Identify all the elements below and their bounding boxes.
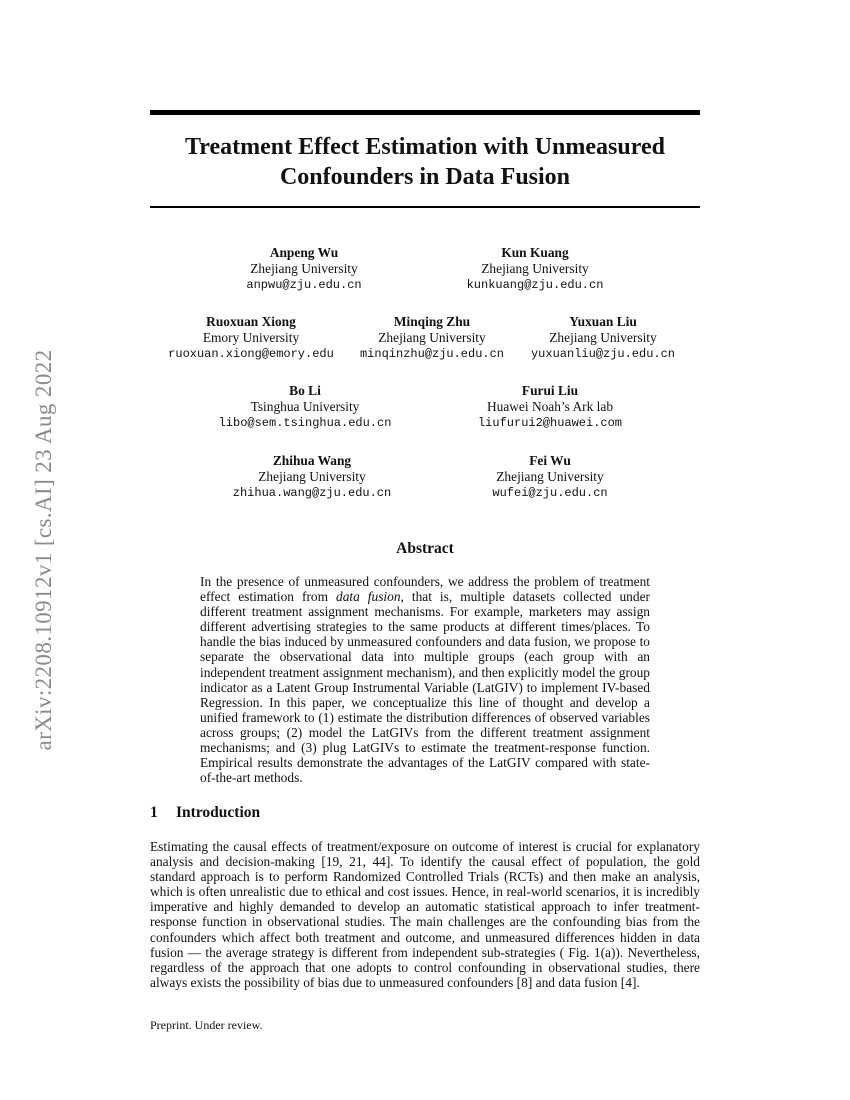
- author-block: [492, 453, 607, 501]
- author-affiliation: Emory University: [202, 330, 300, 345]
- author-email[interactable]: zhihua.wang@zju.edu.cn: [232, 486, 392, 500]
- author-block: [233, 453, 391, 501]
- section-number: 1: [150, 804, 158, 821]
- author-email[interactable]: yuxuanliu@zju.edu.cn: [530, 347, 676, 361]
- author-block: [531, 314, 675, 362]
- arxiv-identifier: arXiv:2208.10912v1 [cs.AI] 23 Aug 2022: [31, 349, 56, 751]
- section-title: Introduction: [176, 804, 261, 821]
- author-name: Minqing Zhu: [393, 314, 471, 329]
- abstract-body: [200, 574, 650, 785]
- author-name: Yuxuan Liu: [569, 314, 637, 329]
- author-name: Bo Li: [289, 383, 321, 398]
- introduction-paragraph: Estimating the causal effects of treatment/exposure on outcome of interest is crucial for explanatory analysis and decision-making [19, 21, 44]. To identify the causal effect of population, the gold standard approach is to perform Randomized Controlled Trials (RCTs) and then make an analysis, which is often unrealistic due to ethical and cost issues. Hence, in real-world scenarios, it is incredibly imperative and highly demanded to develop an automatic statistical approach to infer treatment-response function in observational studies. The main challenges are the confounding bias from the confounders which affect both treatment and outcome, and unmeasured differences hidden in data fusion — the average strategy is different from independent sub-strategies ( Fig. 1(a)). Nevertheless, regardless of the approach that one adopts to control confounding in observational studies, there always exists the possibility of bias due to unmeasured confounders [8] and data fusion [4].: [150, 839, 700, 990]
- author-email[interactable]: wufei@zju.edu.cn: [492, 486, 608, 500]
- author-name: Anpeng Wu: [269, 245, 339, 260]
- author-affiliation: Tsinghua University: [250, 399, 360, 414]
- author-email[interactable]: anpwu@zju.edu.cn: [246, 278, 362, 292]
- author-affiliation: Zhejiang University: [250, 261, 358, 276]
- author-affiliation: Zhejiang University: [496, 469, 604, 484]
- author-block: [467, 245, 604, 293]
- author-email[interactable]: ruoxuan.xiong@emory.edu: [168, 347, 334, 361]
- abstract-text: In the presence of unmeasured confounders, we address the problem of treatment effect estimation from: [200, 574, 650, 605]
- title-rule-top: [150, 110, 700, 115]
- abstract-emphasis: data fusion: [336, 589, 401, 605]
- author-affiliation: Zhejiang University: [258, 469, 366, 484]
- author-email[interactable]: libo@sem.tsinghua.edu.cn: [218, 416, 392, 430]
- author-name: Furui Liu: [521, 383, 579, 398]
- author-affiliation: Zhejiang University: [481, 261, 589, 276]
- author-name: Fei Wu: [529, 453, 571, 468]
- author-email[interactable]: liufurui2@huawei.com: [477, 416, 623, 430]
- author-name: Zhihua Wang: [272, 453, 352, 468]
- author-block: [219, 383, 392, 431]
- title-rule-bottom: [150, 206, 700, 208]
- author-name: Kun Kuang: [501, 245, 569, 260]
- title-line: Confounders in Data Fusion: [279, 164, 571, 190]
- author-block: [360, 314, 504, 362]
- abstract-text: , that is, multiple datasets collected under different treatment assignment mechanisms. For example, marketers may assign different advertising strategies to the same products at different times/places. To handle the bias induced by unmeasured confounders and data fusion, we propose to separate the observational data into multiple groups (each group with an independent treatment assignment mechanism), and then explicitly model the group indicator as a Latent Group Instrumental Variable (LatGIV) to implement IV-based Regression. In this paper, we conceptualize this line of thought and develop a unified framework to (1) estimate the distribution differences of observed variables across groups; (2) model the LatGIVs from the different treatment assignment mechanisms; and (3) plug LatGIVs to estimate the treatment-response function. Empirical results demonstrate the advantages of the LatGIV compared with state-of-the-art methods.: [200, 589, 650, 786]
- author-email[interactable]: minqinzhu@zju.edu.cn: [359, 347, 505, 361]
- author-name: Ruoxuan Xiong: [206, 314, 296, 329]
- title-line: Treatment Effect Estimation with Unmeasured: [185, 134, 665, 160]
- section-heading: [150, 804, 260, 822]
- author-block: [246, 245, 361, 293]
- footer-note: Preprint. Under review.: [150, 1018, 263, 1032]
- abstract-heading: Abstract: [396, 540, 454, 557]
- author-affiliation: Zhejiang University: [549, 330, 657, 345]
- abstract-paragraph: [200, 574, 650, 785]
- author-block: [168, 314, 334, 362]
- author-affiliation: Huawei Noah’s Ark lab: [486, 399, 614, 414]
- author-email[interactable]: kunkuang@zju.edu.cn: [466, 278, 604, 292]
- author-affiliation: Zhejiang University: [378, 330, 486, 345]
- author-block: [478, 383, 622, 431]
- paper-title: [150, 132, 700, 192]
- introduction-body: [150, 839, 700, 990]
